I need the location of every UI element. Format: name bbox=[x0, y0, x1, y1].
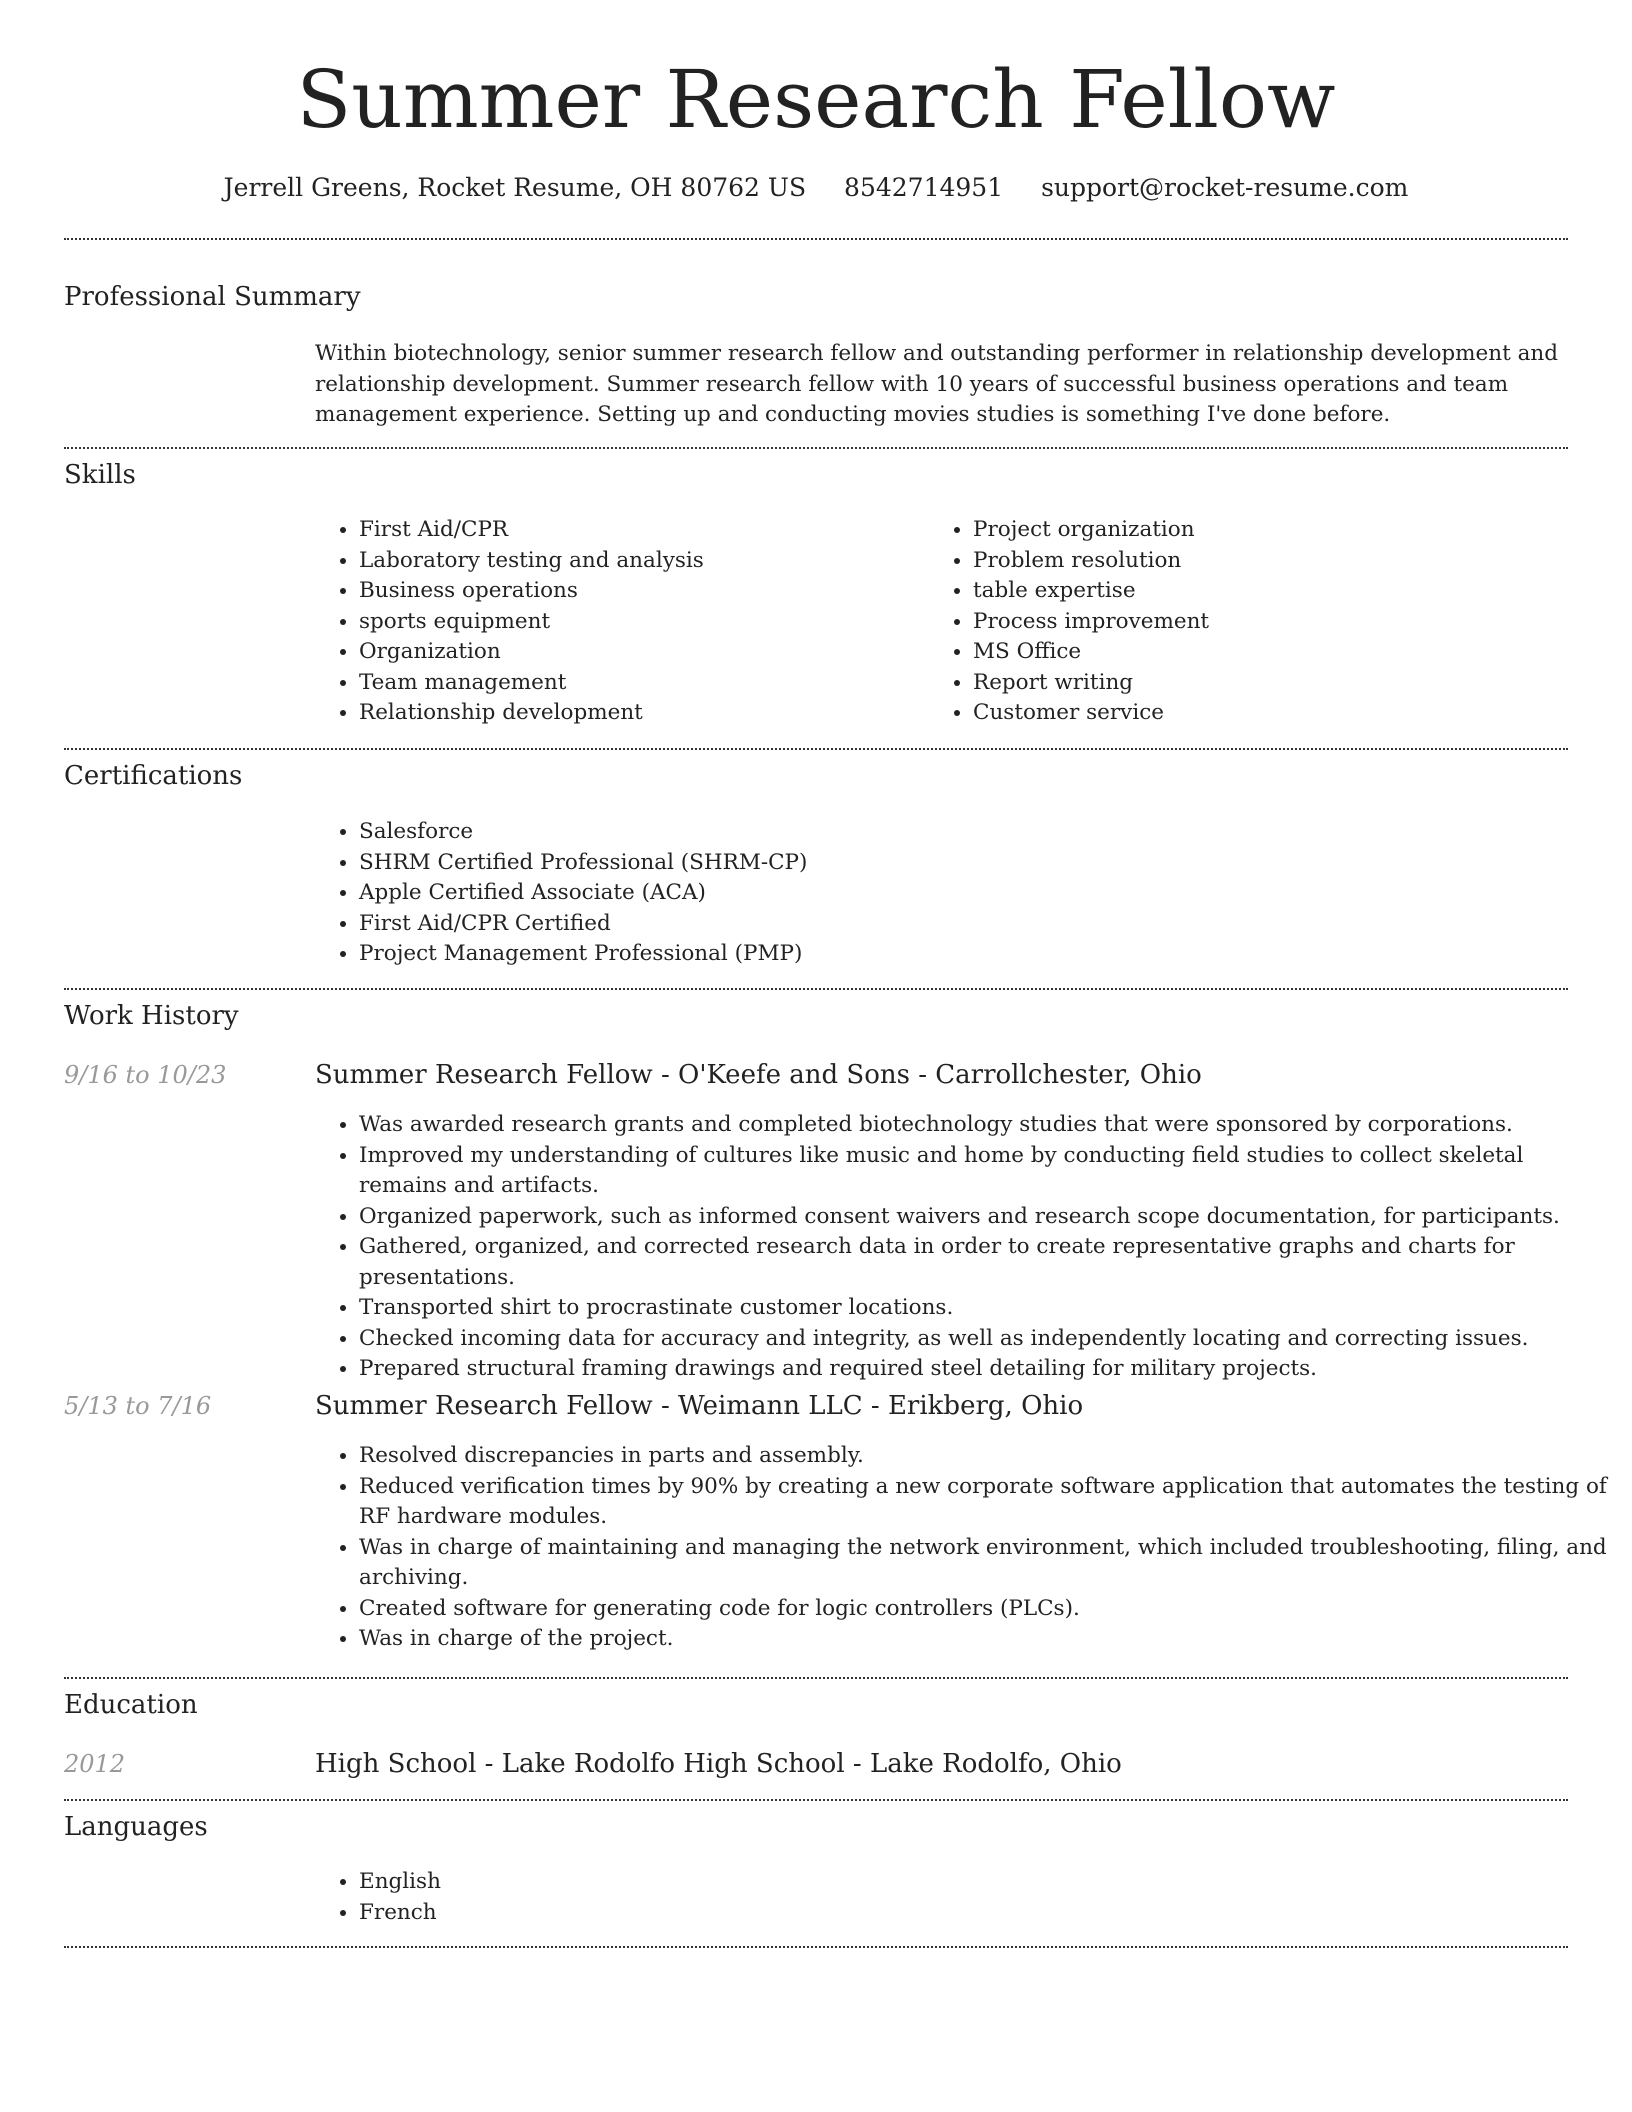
certification-item: • Apple Certified Associate (ACA) bbox=[359, 878, 1559, 909]
education-year: 2012 bbox=[64, 1750, 126, 1778]
languages-heading: Languages bbox=[64, 1812, 208, 1842]
job-bullet: • Resolved discrepancies in parts and assembly. bbox=[359, 1441, 1612, 1472]
certifications-heading: Certifications bbox=[64, 761, 243, 791]
job-bullet: • Transported shirt to procrastinate customer locations. bbox=[359, 1293, 1612, 1324]
job-bullet: • Was in charge of the project. bbox=[359, 1624, 1612, 1655]
certification-item: • SHRM Certified Professional (SHRM-CP) bbox=[359, 848, 1559, 879]
certifications-list bbox=[315, 817, 1559, 970]
section-divider bbox=[64, 1946, 1568, 1948]
education-entry: High School - Lake Rodolfo High School - Lake Rodolfo, Ohio bbox=[315, 1749, 1122, 1779]
skill-item: • Problem resolution bbox=[973, 546, 1573, 577]
job-bullet: • Was awarded research grants and completed biotechnology studies that were sponsored by corporations. bbox=[359, 1110, 1612, 1141]
job-dates: 5/13 to 7/16 bbox=[64, 1392, 212, 1420]
skill-item: • Process improvement bbox=[973, 607, 1573, 638]
job-bullet: • Created software for generating code for logic controllers (PLCs). bbox=[359, 1594, 1612, 1625]
job-bullet: • Organized paperwork, such as informed consent waivers and research scope documentation, for participants. bbox=[359, 1202, 1612, 1233]
section-divider bbox=[64, 447, 1568, 449]
skill-item: • Customer service bbox=[973, 698, 1573, 729]
languages-list bbox=[315, 1867, 959, 1928]
language-item: • French bbox=[359, 1898, 959, 1929]
certification-item: • Project Management Professional (PMP) bbox=[359, 939, 1559, 970]
skill-item: • Team management bbox=[359, 668, 919, 699]
skill-item: • MS Office bbox=[973, 637, 1573, 668]
job-title: Summer Research Fellow - O'Keefe and Sons - Carrollchester, Ohio bbox=[315, 1060, 1202, 1090]
job-bullet: • Checked incoming data for accuracy and integrity, as well as independently locating and correcting issues. bbox=[359, 1324, 1612, 1355]
job-bullet: • Was in charge of maintaining and managing the network environment, which included troubleshooting, filing, and archiving. bbox=[359, 1533, 1612, 1594]
resume-title: Summer Research Fellow bbox=[296, 53, 1336, 146]
contact-address: Jerrell Greens, Rocket Resume, OH 80762 US bbox=[223, 173, 807, 202]
language-item: • English bbox=[359, 1867, 959, 1898]
job-bullet: • Gathered, organized, and corrected research data in order to create representative graphs and charts for presentations. bbox=[359, 1232, 1612, 1293]
education-heading: Education bbox=[64, 1690, 198, 1720]
contact-phone: 8542714951 bbox=[844, 173, 1004, 202]
section-divider bbox=[64, 238, 1568, 240]
contact-email: support@rocket-resume.com bbox=[1041, 173, 1409, 202]
skill-item: • Report writing bbox=[973, 668, 1573, 699]
contact-line bbox=[0, 168, 1632, 208]
skill-item: • Project organization bbox=[973, 515, 1573, 546]
skill-item: • Laboratory testing and analysis bbox=[359, 546, 919, 577]
section-divider bbox=[64, 1799, 1568, 1801]
skill-item: • Relationship development bbox=[359, 698, 919, 729]
job-bullet: • Prepared structural framing drawings and required steel detailing for military projects. bbox=[359, 1354, 1612, 1385]
job-bullet: • Reduced verification times by 90% by creating a new corporate software application that automates the testing of RF hardware modules. bbox=[359, 1472, 1612, 1533]
skill-item: • First Aid/CPR bbox=[359, 515, 919, 546]
job-dates: 9/16 to 10/23 bbox=[64, 1061, 227, 1089]
job-bullets bbox=[315, 1110, 1612, 1385]
certification-item: • First Aid/CPR Certified bbox=[359, 909, 1559, 940]
job-bullets bbox=[315, 1441, 1612, 1655]
skill-item: • Organization bbox=[359, 637, 919, 668]
certification-item: • Salesforce bbox=[359, 817, 1559, 848]
skill-item: • table expertise bbox=[973, 576, 1573, 607]
job-bullet: • Improved my understanding of cultures like music and home by conducting field studies to collect skeletal remains and artifacts. bbox=[359, 1141, 1612, 1202]
work-heading: Work History bbox=[64, 1001, 239, 1031]
skill-item: • Business operations bbox=[359, 576, 919, 607]
summary-heading: Professional Summary bbox=[64, 282, 361, 312]
skills-list-left bbox=[315, 515, 919, 729]
summary-text: Within biotechnology, senior summer research fellow and outstanding performer in relationship development and relationship development. Summer research fellow with 10 years of successful business operations and team management experience. Setting up and conducting movies studies is something I've done before. bbox=[315, 341, 1559, 427]
skills-list-right bbox=[929, 515, 1573, 729]
section-divider bbox=[64, 748, 1568, 750]
skills-heading: Skills bbox=[64, 460, 136, 490]
job-title: Summer Research Fellow - Weimann LLC - Erikberg, Ohio bbox=[315, 1391, 1084, 1421]
section-divider bbox=[64, 1677, 1568, 1679]
section-divider bbox=[64, 988, 1568, 990]
skill-item: • sports equipment bbox=[359, 607, 919, 638]
